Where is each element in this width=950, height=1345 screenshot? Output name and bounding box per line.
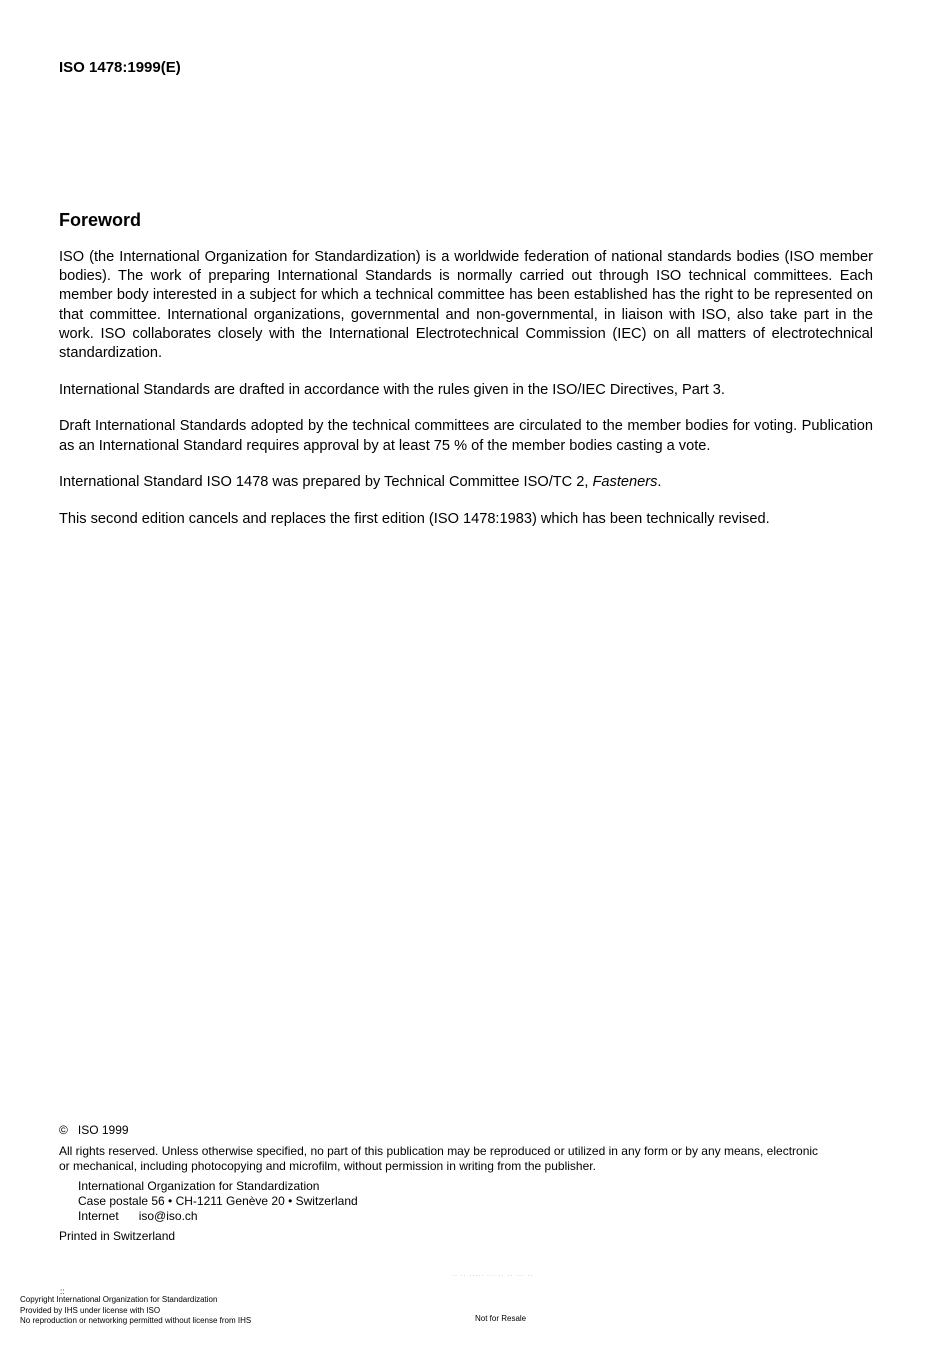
paragraph-prepared-by xyxy=(59,473,873,492)
paragraph-edition-note: This second edition cancels and replaces the first edition (ISO 1478:1983) which has been technically revised. xyxy=(59,511,770,528)
copyright-line xyxy=(59,1123,879,1138)
rights-line-2: or mechanical, including photocopying and microfilm, without permission in writing from the publisher. xyxy=(59,1159,596,1173)
copyright-symbol: © xyxy=(59,1123,68,1137)
foreword-body xyxy=(59,248,873,547)
internet-label: Internet xyxy=(78,1209,119,1223)
document-id: ISO 1478:1999(E) xyxy=(59,59,181,76)
rights-line-1: All rights reserved. Unless otherwise specified, no part of this publication may be reproduced or utilized in any form or by any means, electronic xyxy=(59,1144,819,1158)
copyright-year: ISO 1999 xyxy=(77,1123,129,1137)
paragraph-draft-voting: Draft International Standards adopted by the technical committees are circulated to the member bodies for voting. Publication as an International Standard requires approval by at least 75 % of the member bodies casting a vote. xyxy=(59,418,873,454)
foreword-heading: Foreword xyxy=(59,210,142,230)
paragraph-directives: International Standards are drafted in accordance with the rules given in the ISO/IEC Directives, Part 3. xyxy=(59,381,725,398)
paragraph-iso-intro: ISO (the International Organization for Standardization) is a worldwide federation of national standards bodies (ISO member bodies). The work of preparing International Standards is normally carried out through ISO technical committees. Each member body interested in a subject for which a technical committee has been established has the right to be represented on that committee. International organizations, governmental and non-governmental, in liaison with ISO, also take part in the work. ISO collaborates closely with the International Electrotechnical Commission (IEC) on all matters of electrotechnical standardization. xyxy=(59,249,873,362)
committee-name: Fasteners xyxy=(592,474,658,491)
scan-artifact: ·· ·· ····· ··· ·· ·· ··· ·· xyxy=(452,1273,534,1279)
org-address: Case postale 56 • CH-1211 Genève 20 • Switzerland xyxy=(78,1194,358,1208)
footer-line-2: Provided by IHS under license with ISO xyxy=(20,1305,161,1315)
org-internet xyxy=(59,1209,879,1224)
prepared-suffix: . xyxy=(657,474,662,491)
internet-email[interactable]: iso@iso.ch xyxy=(138,1209,198,1223)
printed-in: Printed in Switzerland xyxy=(59,1229,176,1243)
license-footer xyxy=(20,1288,251,1327)
org-name: International Organization for Standardization xyxy=(78,1179,320,1193)
copyright-block xyxy=(59,1123,879,1244)
not-for-resale: Not for Resale xyxy=(475,1314,527,1323)
footer-line-1: Copyright International Organization for Standardization xyxy=(20,1295,218,1304)
footer-line-3: No reproduction or networking permitted without license from IHS xyxy=(20,1316,252,1325)
footer-mark: :: xyxy=(60,1287,65,1296)
prepared-prefix: International Standard ISO 1478 was prepared by Technical Committee ISO/TC 2, xyxy=(59,474,593,491)
